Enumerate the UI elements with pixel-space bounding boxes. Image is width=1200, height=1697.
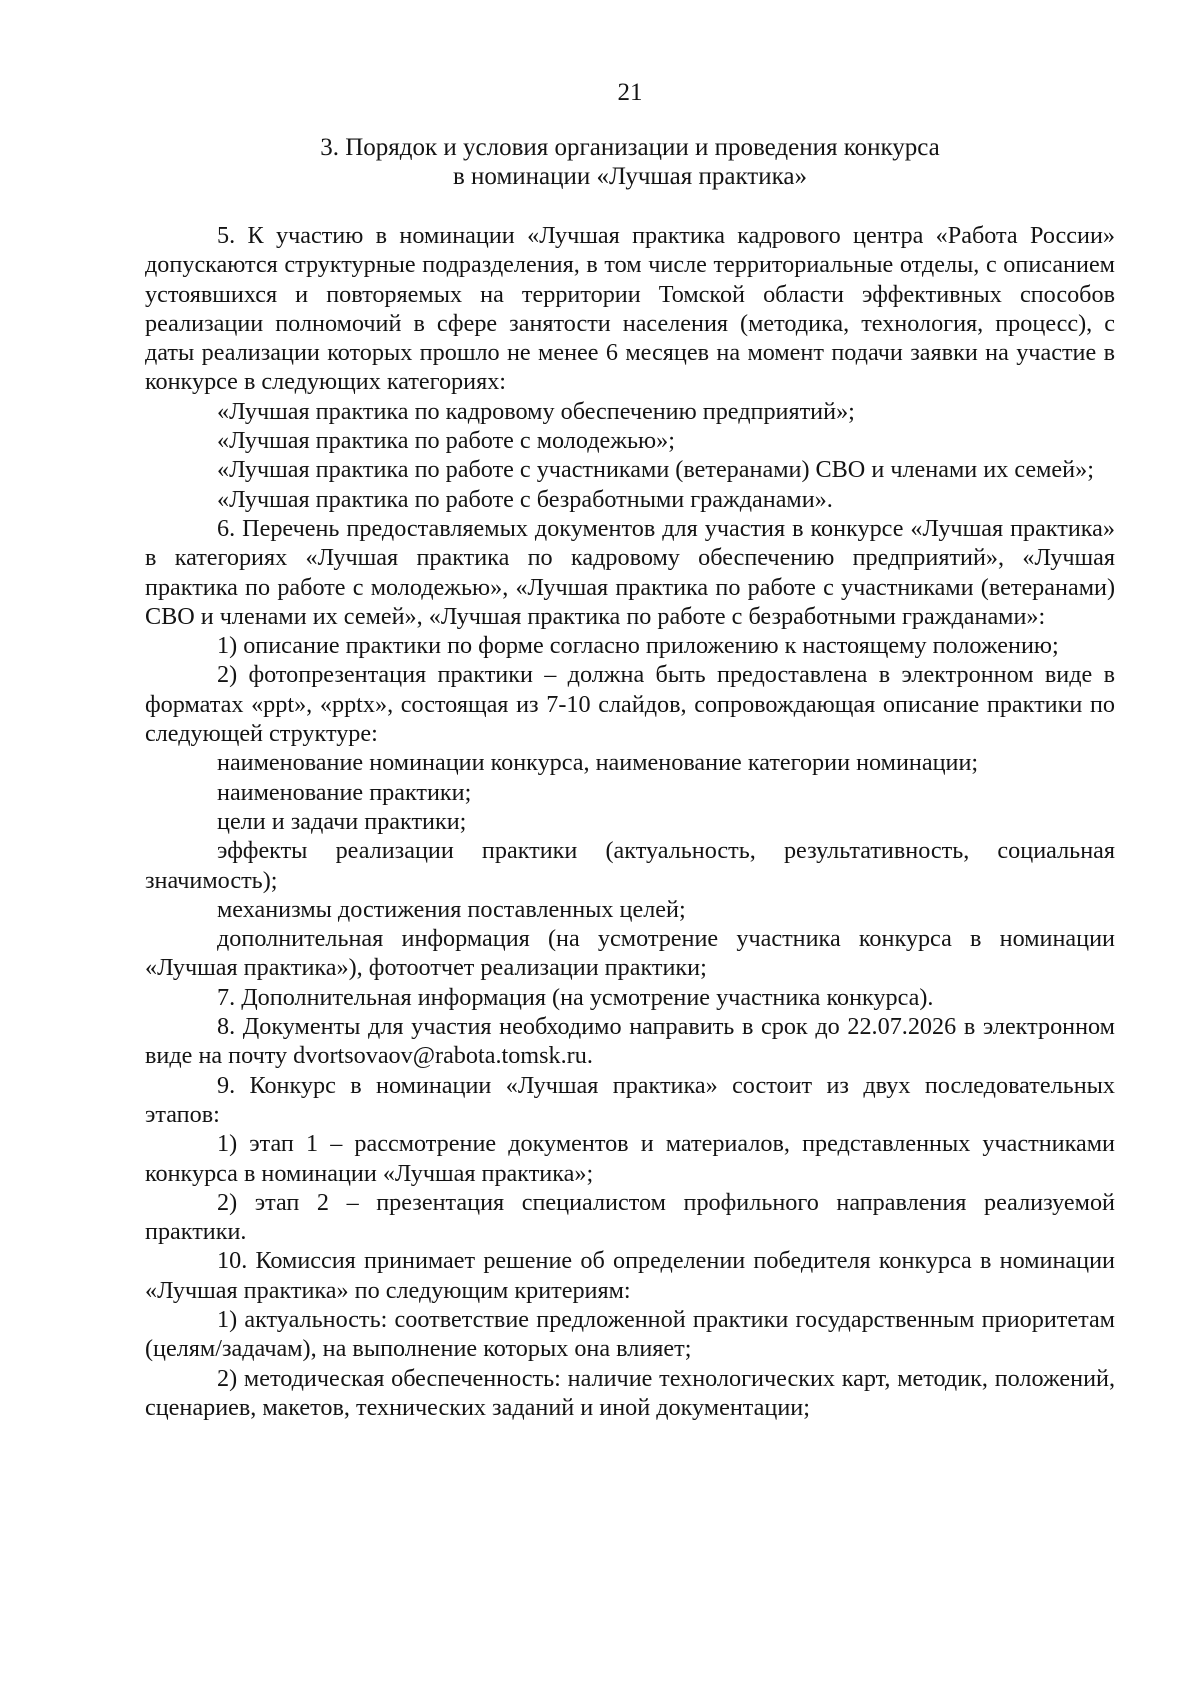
item-10-paragraph: 10. Комиссия принимает решение об определении победителя конкурса в номинации «Лучшая практика» по следующим критериям: xyxy=(145,1247,1115,1304)
structure-item-goals: цели и задачи практики; xyxy=(217,807,467,835)
document-body xyxy=(145,221,1115,1422)
item-7-paragraph: 7. Дополнительная информация (на усмотрение участника конкурса). xyxy=(217,983,934,1011)
document-list-item-1: 1) описание практики по форме согласно приложению к настоящему положению; xyxy=(217,632,1059,660)
stage-1: 1) этап 1 – рассмотрение документов и материалов, представленных участниками конкурса в номинации «Лучшая практика»; xyxy=(145,1130,1115,1187)
item-8-text: 8. Документы для участия необходимо направить в срок до 22.07.2026 в электронном виде на почту xyxy=(145,1013,1115,1070)
item-8-end: . xyxy=(586,1042,593,1070)
category-svo-participants: «Лучшая практика по работе с участниками (ветеранами) СВО и членами их семей»; xyxy=(217,456,1094,484)
structure-item-nomination: наименование номинации конкурса, наименование категории номинации; xyxy=(217,749,979,777)
section-title-line-1: 3. Порядок и условия организации и проведения конкурса xyxy=(320,134,940,161)
item-8-paragraph xyxy=(145,1012,1115,1071)
item-6-paragraph: 6. Перечень предоставляемых документов для участия в конкурсе «Лучшая практика» в категориях «Лучшая практика по кадровому обеспечению предприятий», «Лучшая практика по работе с молодежью», «Лучшая практика по работе с участниками (ветеранами) СВО и членами их семей», «Лучшая практика по работе с безработными гражданами»: xyxy=(145,514,1115,630)
structure-item-additional-info: дополнительная информация (на усмотрение участника конкурса в номинации «Лучшая практика»), фотоотчет реализации практики; xyxy=(145,925,1115,982)
section-title xyxy=(145,133,1115,191)
category-youth: «Лучшая практика по работе с молодежью»; xyxy=(217,427,675,455)
structure-item-practice-name: наименование практики; xyxy=(217,778,472,806)
category-staffing: «Лучшая практика по кадровому обеспечению предприятий»; xyxy=(217,397,855,425)
item-5-paragraph: 5. К участию в номинации «Лучшая практика кадрового центра «Работа России» допускаются структурные подразделения, в том числе территориальные отделы, с описанием устоявшихся и повторяемых на территории Томской области эффективных способов реализации полномочий в сфере занятости населения (методика, технология, процесс), с даты реализации которых прошло не менее 6 месяцев на момент подачи заявки на участие в конкурсе в следующих категориях: xyxy=(145,222,1115,396)
structure-item-effects: эффекты реализации практики (актуальность, результативность, социальная значимость); xyxy=(145,837,1115,894)
criterion-relevance: 1) актуальность: соответствие предложенной практики государственным приоритетам (целям/задачам), на выполнение которых она влияет; xyxy=(145,1305,1115,1363)
stage-2: 2) этап 2 – презентация специалистом профильного направления реализуемой практики. xyxy=(145,1188,1115,1246)
item-9-paragraph: 9. Конкурс в номинации «Лучшая практика» состоит из двух последовательных этапов: xyxy=(145,1071,1115,1128)
criterion-methodology: 2) методическая обеспеченность: наличие технологических карт, методик, положений, сценариев, макетов, технических заданий и иной документации; xyxy=(145,1364,1115,1421)
document-list-item-2: 2) фотопрезентация практики – должна быть предоставлена в электронном виде в форматах «ppt», «pptx», состоящая из 7-10 слайдов, сопровождающая описание практики по следующей структуре: xyxy=(145,661,1115,748)
structure-item-mechanisms: механизмы достижения поставленных целей; xyxy=(217,895,686,923)
email-link[interactable]: dvortsovaov@rabota.tomsk.ru xyxy=(293,1042,587,1070)
category-unemployed: «Лучшая практика по работе с безработными гражданами». xyxy=(217,485,833,513)
page-number: 21 xyxy=(617,79,643,106)
section-title-line-2: в номинации «Лучшая практика» xyxy=(453,163,807,190)
